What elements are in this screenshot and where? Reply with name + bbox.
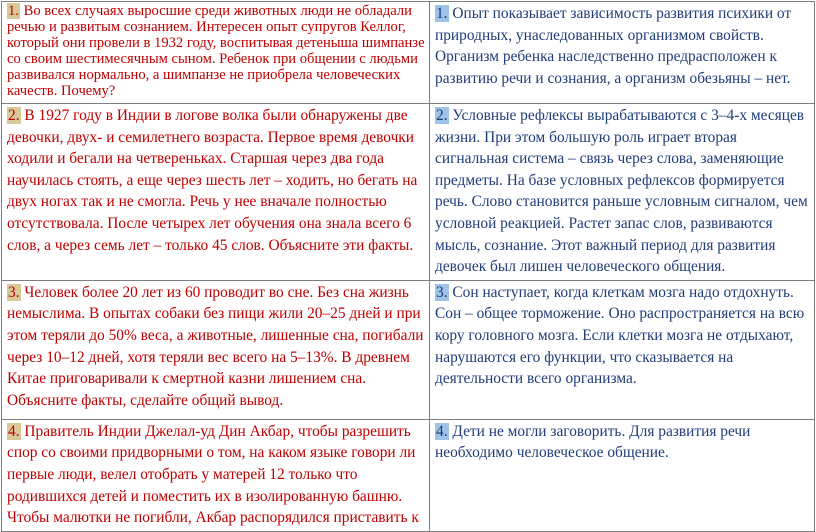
- answer-number: 2.: [436, 107, 448, 124]
- question-cell: [2, 419, 430, 531]
- question-cell: [2, 280, 430, 419]
- question-number: 4.: [8, 422, 20, 440]
- answer-number: 3.: [436, 283, 448, 301]
- table-row: [2, 104, 815, 281]
- table-row: [2, 2, 815, 104]
- question-answer-table: [1, 1, 815, 532]
- question-number: 3.: [8, 283, 20, 301]
- question-text: Во всех случаях выросшие среди животных люди не обладали речью и развитым сознанием. Интересен опыт супругов Келлог, который они провели в 1932 году, воспитывая детеныша шимпанзе со своим шестимесячным сыном. Ребенок при общении с людьми развивался нормально, а шимпанзе не приобрела человеческих качеств. Почему?: [7, 3, 425, 99]
- question-cell: [2, 2, 430, 104]
- question-text: Правитель Индии Джелал-уд Дин Акбар, чтобы разрешить спор со своими придворными о том, на каком языке говори ли первые люди, велел отобрать у матерей 12 только что родившихся детей и поместить их в изолированную башню. Чтобы малютки не погибли, Акбар распорядился приставить к: [7, 422, 419, 527]
- answer-cell: [430, 419, 815, 531]
- answer-number: 4.: [436, 422, 448, 440]
- answer-text: Дети не могли заговорить. Для развития речи необходимо человеческое общение.: [435, 422, 751, 462]
- answer-text: Сон наступает, когда клеткам мозга надо отдохнуть. Сон – общее торможение. Оно распространяется на всю кору головного мозга. Если клетки мозга не отдыхают, нарушаются его функции, что сказывается на деятельности всего организма.: [435, 283, 805, 388]
- question-number: 1.: [8, 3, 19, 19]
- answer-text: Условные рефлексы вырабатываются с 3–4-х месяцев жизни. При этом большую роль играет вторая сигнальная система – связь через слова, заменяющие предметы. На базе условных рефлексов формируется речь. Слово становится раньше условным сигналом, чем условной реакцией. Растет запас слов, развиваются мысль, сознание. Этот важный период для развития девочек был лишен человеческого общения.: [435, 107, 808, 276]
- question-text: В 1927 году в Индии в логове волка были обнаружены две девочки, двух- и семилетнего возраста. Первое время девочки ходили и бегали на четвереньках. Старшая через два года научилась стоять, а еще через шесть лет – ходить, но бегать на двух ногах так и не смогла. Речь у нее вначале полностью отсутствовала. После четырех лет обучения она знала всего 6 слов, а через семь лет – только 45 слов. Объясните эти факты.: [7, 107, 418, 254]
- question-text: Человек более 20 лет из 60 проводит во сне. Без сна жизнь немыслима. В опытах собаки без пищи жили 20–25 дней и при этом теряли до 50% веса, а животные, лишенные сна, погибали через 10–12 дней, хотя теряли вес всего на 5–13%. В древнем Китае приговаривали к смертной казни лишением сна. Объясните факты, сделайте общий вывод.: [7, 283, 424, 409]
- question-cell: [2, 104, 430, 281]
- answer-number: 1.: [436, 5, 448, 22]
- table-row: [2, 419, 815, 531]
- answer-text: Опыт показывает зависимость развития психики от природных, унаследованных организмом свойств. Организм ребенка наследственно предрасположен к развитию речи и сознания, а организм обезьяны – нет.: [435, 5, 792, 87]
- answer-cell: [430, 2, 815, 104]
- table-row: [2, 280, 815, 419]
- question-number: 2.: [8, 107, 20, 124]
- answer-cell: [430, 104, 815, 281]
- answer-cell: [430, 280, 815, 419]
